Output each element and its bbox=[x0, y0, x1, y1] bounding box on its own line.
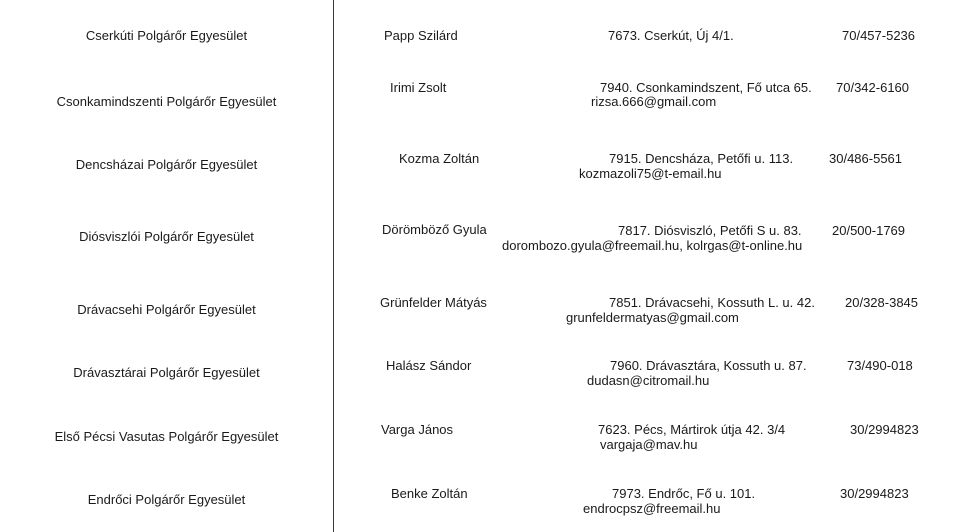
email: dudasn@citromail.hu bbox=[587, 373, 710, 388]
table-row bbox=[0, 468, 960, 532]
org-name: Diósviszlói Polgárőr Egyesület bbox=[79, 229, 254, 244]
address: 7851. Drávacsehi, Kossuth L. u. 42. bbox=[609, 295, 815, 310]
phone: 20/328-3845 bbox=[845, 295, 919, 310]
org-name: Drávacsehi Polgárőr Egyesület bbox=[77, 302, 256, 317]
address: 7673. Cserkút, Új 4/1. bbox=[608, 28, 734, 43]
phone: 70/457-5236 bbox=[842, 28, 916, 43]
address: 7973. Endrőc, Fő u. 101. bbox=[612, 486, 756, 501]
table-row bbox=[0, 64, 960, 128]
phone: 30/486-5561 bbox=[829, 151, 903, 166]
email: vargaja@mav.hu bbox=[600, 437, 698, 452]
phone: 30/2994823 bbox=[840, 486, 909, 501]
contact-person: Irimi Zsolt bbox=[390, 80, 447, 95]
phone: 70/342-6160 bbox=[836, 80, 910, 95]
contact-person: Halász Sándor bbox=[386, 358, 472, 373]
org-name: Csonkamindszenti Polgárőr Egyesület bbox=[56, 94, 277, 109]
table-row bbox=[0, 404, 960, 468]
org-name: Első Pécsi Vasutas Polgárőr Egyesület bbox=[54, 429, 279, 444]
table-row bbox=[0, 0, 960, 64]
table-row bbox=[0, 128, 960, 192]
table-row bbox=[0, 340, 960, 404]
org-name: Endrőci Polgárőr Egyesület bbox=[87, 492, 246, 507]
email: endrocpsz@freemail.hu bbox=[583, 501, 721, 516]
contact-person: Grünfelder Mátyás bbox=[380, 295, 487, 310]
org-name: Drávasztárai Polgárőr Egyesület bbox=[73, 365, 260, 380]
address: 7623. Pécs, Mártirok útja 42. 3/4 bbox=[598, 422, 786, 437]
email: grunfeldermatyas@gmail.com bbox=[566, 310, 739, 325]
contact-person: Varga János bbox=[381, 422, 454, 437]
org-name: Cserkúti Polgárőr Egyesület bbox=[85, 28, 248, 43]
contact-person: Benke Zoltán bbox=[391, 486, 468, 501]
email: rizsa.666@gmail.com bbox=[591, 94, 717, 109]
phone: 20/500-1769 bbox=[832, 223, 906, 238]
table-row bbox=[0, 192, 960, 276]
org-name: Dencsházai Polgárőr Egyesület bbox=[75, 157, 258, 172]
address: 7960. Drávasztára, Kossuth u. 87. bbox=[610, 358, 807, 373]
contact-person: Papp Szilárd bbox=[384, 28, 458, 43]
table-row bbox=[0, 276, 960, 340]
address: 7817. Diósviszló, Petőfi S u. 83. bbox=[618, 223, 802, 238]
contact-person: Dörömböző Gyula bbox=[382, 222, 487, 237]
phone: 73/490-018 bbox=[847, 358, 913, 373]
address: 7915. Dencsháza, Petőfi u. 113. bbox=[609, 151, 794, 166]
address: 7940. Csonkamindszent, Fő utca 65. bbox=[600, 80, 812, 95]
phone: 30/2994823 bbox=[850, 422, 919, 437]
contact-person: Kozma Zoltán bbox=[399, 151, 480, 166]
email: kozmazoli75@t-email.hu bbox=[579, 166, 722, 181]
email: dorombozo.gyula@freemail.hu, kolrgas@t-online.hu bbox=[502, 238, 803, 253]
